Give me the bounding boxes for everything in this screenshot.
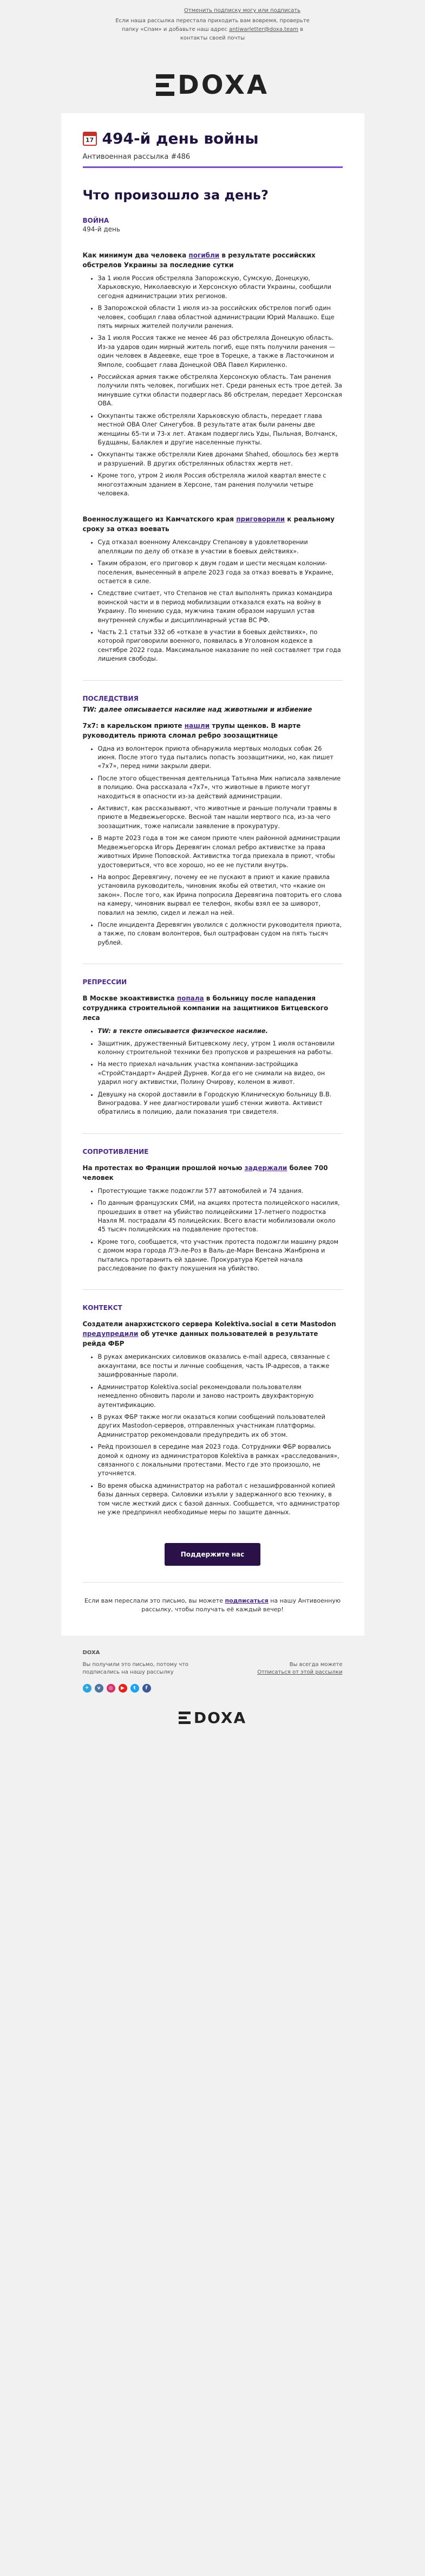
support-button-wrap (83, 1543, 343, 1566)
repressions-lead-link[interactable]: попала (176, 995, 204, 1003)
footer-row (83, 1661, 343, 1676)
resistance-lead-link[interactable]: задержали (244, 1164, 287, 1172)
day-title (83, 130, 343, 147)
newsletter-card (61, 113, 364, 1636)
divider (83, 680, 343, 681)
list-item: • За 1 июля Россия также не менее 46 раз обстреляла Донецкую область. Из-за ударов один мирный житель погиб, еще пять получили ранения — один человек в Авдеевке, еще трое в Торецке, а также в Ласточкином и Ямполе, сообщает глава Донецкой ОВА Павел Кириленко. (98, 334, 343, 370)
unsubscribe-link[interactable]: Отменить подписку могу или подписать (184, 8, 300, 14)
consequences-lead-link[interactable]: нашли (184, 721, 210, 729)
footer-reason: Вы получили это письмо, потому что подписались на нашу рассылку (82, 1662, 189, 1676)
section-context: КОНТЕКСТ (82, 1304, 122, 1312)
war-day-count: 494-й день (82, 225, 120, 233)
resistance-list (83, 1187, 343, 1274)
section-repressions: РЕПРЕССИИ (82, 978, 127, 986)
list-item: • Девушку на скорой доставили в Городскую Клиническую больницу В.В. Виноградова. У нее диагностировали ушиб стенки живота. Активист обратились в полицию, дали показания три свидетеля. (98, 1090, 343, 1117)
logo-bars-icon (179, 1712, 191, 1725)
facebook-icon[interactable]: f (142, 1684, 151, 1693)
list-item: • Рейд произошел в середине мая 2023 года. Сотрудники ФБР ворвались домой к одному из администраторов Kolektiva в рамках «расследования», связанного с локальными протестами. Место где это произошло, не уточняется. (98, 1443, 343, 1479)
list-item: • Кроме того, сообщается, что участник протеста подожгли машину рядом с домом мэра города Л'Э-ле-Роз в Валь-де-Марн Венсана Жанбрюна и пытались протаранить ей здание. Прокуратура Кретей начала расследование по факту покушения на убийство. (98, 1238, 343, 1274)
brand-name: DOXA (177, 70, 270, 100)
list-item: • В Запорожской области 1 июля из-за российских обстрелов погиб один человек, сообщил глава областной администрации Юрий Малашко. Еще пять мирных жителей получили ранения. (98, 304, 343, 331)
footer-org: DOXA (82, 1650, 100, 1656)
war-lead-1-link[interactable]: погибли (188, 251, 220, 259)
doxa-logo-footer (179, 1709, 246, 1727)
list-item: • Оккупанты также обстреляли Киев дронами Shahed, обошлось без жертв и разрушений. В других обстрелянных областях жертв нет. (98, 450, 343, 468)
day-title-text: 494-й день войны (102, 130, 259, 147)
list-item: • Протестующие также подожгли 577 автомобилей и 74 здания. (98, 1187, 343, 1196)
war-list-2 (83, 538, 343, 663)
list-item: • После этого общественная деятельница Татьяна Мик написала заявление в полицию. Она рассказала «7х7», что животные в приюте могут находиться в опасности из-за действий администрации. (98, 774, 343, 801)
instagram-icon[interactable]: ◎ (107, 1684, 115, 1693)
list-item: • Оккупанты также обстреляли Харьковскую область, передает глава местной ОВА Олег Синегубов. В результате атак были ранены две женщины 65-ти и 73-х лет. Атакам подверглись Уды, Пыльная, Волчанск, Будщаны, Балаклея и другие населенные пункты. (98, 412, 343, 448)
spam-note-text: Если наша рассылка перестала приходить вам вовремя, проверьте папку «Спам» и добавьте наш адрес (115, 18, 310, 33)
youtube-icon[interactable]: ▶ (119, 1684, 127, 1693)
repressions-lead: В Москве экоактивистка попала в больницу после нападения сотрудника строительной компании на защитников Битцевского леса (82, 995, 329, 1022)
newsletter-number: Антивоенная рассылка #486 (83, 147, 343, 168)
subscribe-link[interactable]: подписаться (225, 1597, 269, 1605)
list-item: • Администратор Kolektiva.social рекомендовали пользователям немедленно обновить пароли и заново настроить двухфакторную аутентификацию. (98, 1383, 343, 1410)
list-item: • В марте 2023 года в том же самом приюте член районной администрации Медвежьегорска Игорь Деревягин сломал ребро активистке за права животных Ирине Поповской. Активистка тогда приехала в приют, чтобы удостовериться, что все хорошо, но ее не пустили внутрь. (98, 834, 343, 870)
list-item: • Таким образом, его приговор к двум годам и шести месяцам колонии-поселения, вынесенный в апреле 2023 года за отказ воевать в Украине, остается в силе. (98, 559, 343, 586)
top-bar (0, 0, 425, 43)
resistance-lead: На протестах во Франции прошлой ночью задержали более 700 человек (82, 1164, 328, 1182)
consequences-list (83, 745, 343, 948)
war-lead-2-link[interactable]: приговорили (236, 515, 285, 524)
list-item: • Защитник, дружественный Битцевскому лесу, утром 1 июля остановили колонну строительной техники без пропусков и разрешения на работы. (98, 1040, 343, 1057)
main-heading: Что произошло за день? (82, 188, 269, 203)
list-item: • В руках ФБР также могли оказаться копии сообщений пользователей других Mastodon-серверов, отправленных участникам платформы. Администратор рекомендовали предупредить их об этом. (98, 1413, 343, 1439)
calendar-icon: 17 (83, 132, 97, 146)
war-lead-1: Как минимум два человека погибли в результате российских обстрелов Украины за последние сутки (82, 251, 316, 269)
divider (83, 1289, 343, 1290)
list-item: • Российская армия также обстреляла Херсонскую область. Там ранения получили пять человек, погибших нет. Среди раненых есть трое детей. За минувшие сутки области подверглась 86 обстрелам, передает Херсонская ОВА. (98, 373, 343, 409)
spam-note-text-end: в контакты своей почты (180, 27, 304, 41)
list-item: • Суд отказал военному Александру Степанову в удовлетворении апелляции по делу об отказе в участии в боевых действиях». (98, 538, 343, 556)
repressions-list (83, 1027, 343, 1117)
section-war: ВОЙНА (82, 217, 109, 224)
vk-icon[interactable]: v (95, 1684, 103, 1693)
context-lead: Создатели анархистского сервера Kolektiva.social в сети Mastodon предупредили об утечке данных пользователей в результате рейда ФБР (82, 1320, 336, 1348)
brand-name-footer: DOXA (193, 1709, 247, 1727)
support-button[interactable]: Поддержите нас (165, 1543, 261, 1566)
list-item: • За 1 июля Россия обстреляла Запорожскую, Сумскую, Донецкую, Харьковскую, Николаевскую и Херсонскую области Украины, сообщили сегодня администрации этих регионов. (98, 274, 343, 301)
consequences-lead: 7х7: в карельском приюте нашли трупы щенков. В марте руководитель приюта сломал ребро зоозащитнице (82, 721, 301, 739)
war-list-1 (83, 274, 343, 498)
list-item: • Кроме того, утром 2 июля Россия обстреляла жилой квартал вместе с многоэтажным зданием в Херсоне, там ранения получили четыре человека. (98, 472, 343, 498)
list-item: • TW: в тексте описывается физическое насилие. (98, 1027, 343, 1036)
list-item: • Одна из волонтерок приюта обнаружила мертвых молодых собак 26 июня. После этого туда пытались попасть зоозащитники, но, как пишет «7х7», перед ними закрыли двери. (98, 745, 343, 771)
list-item: • На место приехал начальник участка компании-застройщика «СтройСтандарт» Андрей Дурнев. Когда его не снимали на видео, он ударил ногу активистки, Полину Очирову, коленом в живот. (98, 1060, 343, 1087)
footer-unsubscribe-link[interactable]: Отписаться от этой рассылки (257, 1669, 343, 1676)
social-links (83, 1684, 343, 1693)
list-item: • Активист, как рассказывают, что животные и раньше получали травмы в приюте в Медвежьегорске. Весной там нашли мертвого пса, из-за чего зоозащитник, тоже написали заявление в прокуратуру. (98, 804, 343, 831)
war-lead-2: Военнослужащего из Камчатского края приговорили к реальному сроку за отказ воевать (82, 515, 335, 533)
twitter-icon[interactable]: t (130, 1684, 139, 1693)
list-item: • На вопрос Деревягину, почему ее не пускают в приют и какие правила установила руководитель, чиновник якобы ей ответил, что «какие он закон». После того, как Ирина попросила Деревягина повторить его слова на камеру, чиновник вырвал ее телефон, якобы взял ее за шиворот, повалил на землю, сидел и лежал на ней. (98, 873, 343, 918)
spam-note (110, 17, 316, 43)
forward-note: Если вам переслали это письмо, вы можете подписаться на нашу Антивоенную рассылку, чтобы получать её каждый вечер! (83, 1582, 343, 1614)
divider (83, 1133, 343, 1134)
section-consequences: ПОСЛЕДСТВИЯ (82, 694, 139, 702)
list-item: • После инцидента Деревягин уволился с должности руководителя приюта, а также, по словам волонтеров, был оштрафован судом на пять тысяч рублей. (98, 921, 343, 947)
context-lead-link[interactable]: предупредили (82, 1330, 139, 1338)
email-link[interactable]: antiwarletter@doxa.team (229, 27, 298, 33)
list-item: • Следствие считает, что Степанов не стал выполнять приказ командира воинской части и в период мобилизации отказался ехать на войну в Украину. По мнению суда, мужчина таким образом нарушил устав внутренней службы и дисциплинарный устав ВС РФ. (98, 589, 343, 625)
footer (61, 1636, 364, 1748)
context-list (83, 1353, 343, 1517)
list-item: • По данным французских СМИ, на акциях протеста полицейского насилия, прошедших в ответ на убийство полицейскими 17-летнего подростка Наэля М. пострадали 45 полицейских. Всего власти мобилизовали около 45 тысяч полицейских на подавление протестов. (98, 1199, 343, 1235)
footer-unsub: Вы всегда можете Отписаться от этой рассылки (257, 1662, 343, 1676)
list-item: • Часть 2.1 статьи 332 об «отказе в участии в боевых действиях», по которой приговорили военного, появилась в Уголовном кодексе в сентябре 2022 года. Максимальное наказание по ней составляет три года лишения свободы. (98, 628, 343, 664)
list-item: • В руках американских силовиков оказались e-mail адреса, связанные с аккаунтами, все посты и личные сообщения, часть IP-адресов, а также зашифрованные пароли. (98, 1353, 343, 1379)
telegram-icon[interactable]: ✈ (83, 1684, 91, 1693)
section-resistance: СОПРОТИВЛЕНИЕ (82, 1147, 149, 1155)
doxa-logo (156, 70, 269, 100)
list-item: • Во время обыска администратор на работал с незашифрованной копией базы данных сервера. Силовики изъяли у задержанного всю технику, в том числе жесткий диск с базой данных. Сообщается, что администратор не уже предпринял необходимые меры по защите данных. (98, 1482, 343, 1518)
trigger-warning: TW: далее описывается насилие над животными и избиение (82, 705, 312, 713)
footer-logo (83, 1709, 343, 1727)
logo-bars-icon (156, 74, 174, 96)
header-logo (0, 43, 425, 113)
